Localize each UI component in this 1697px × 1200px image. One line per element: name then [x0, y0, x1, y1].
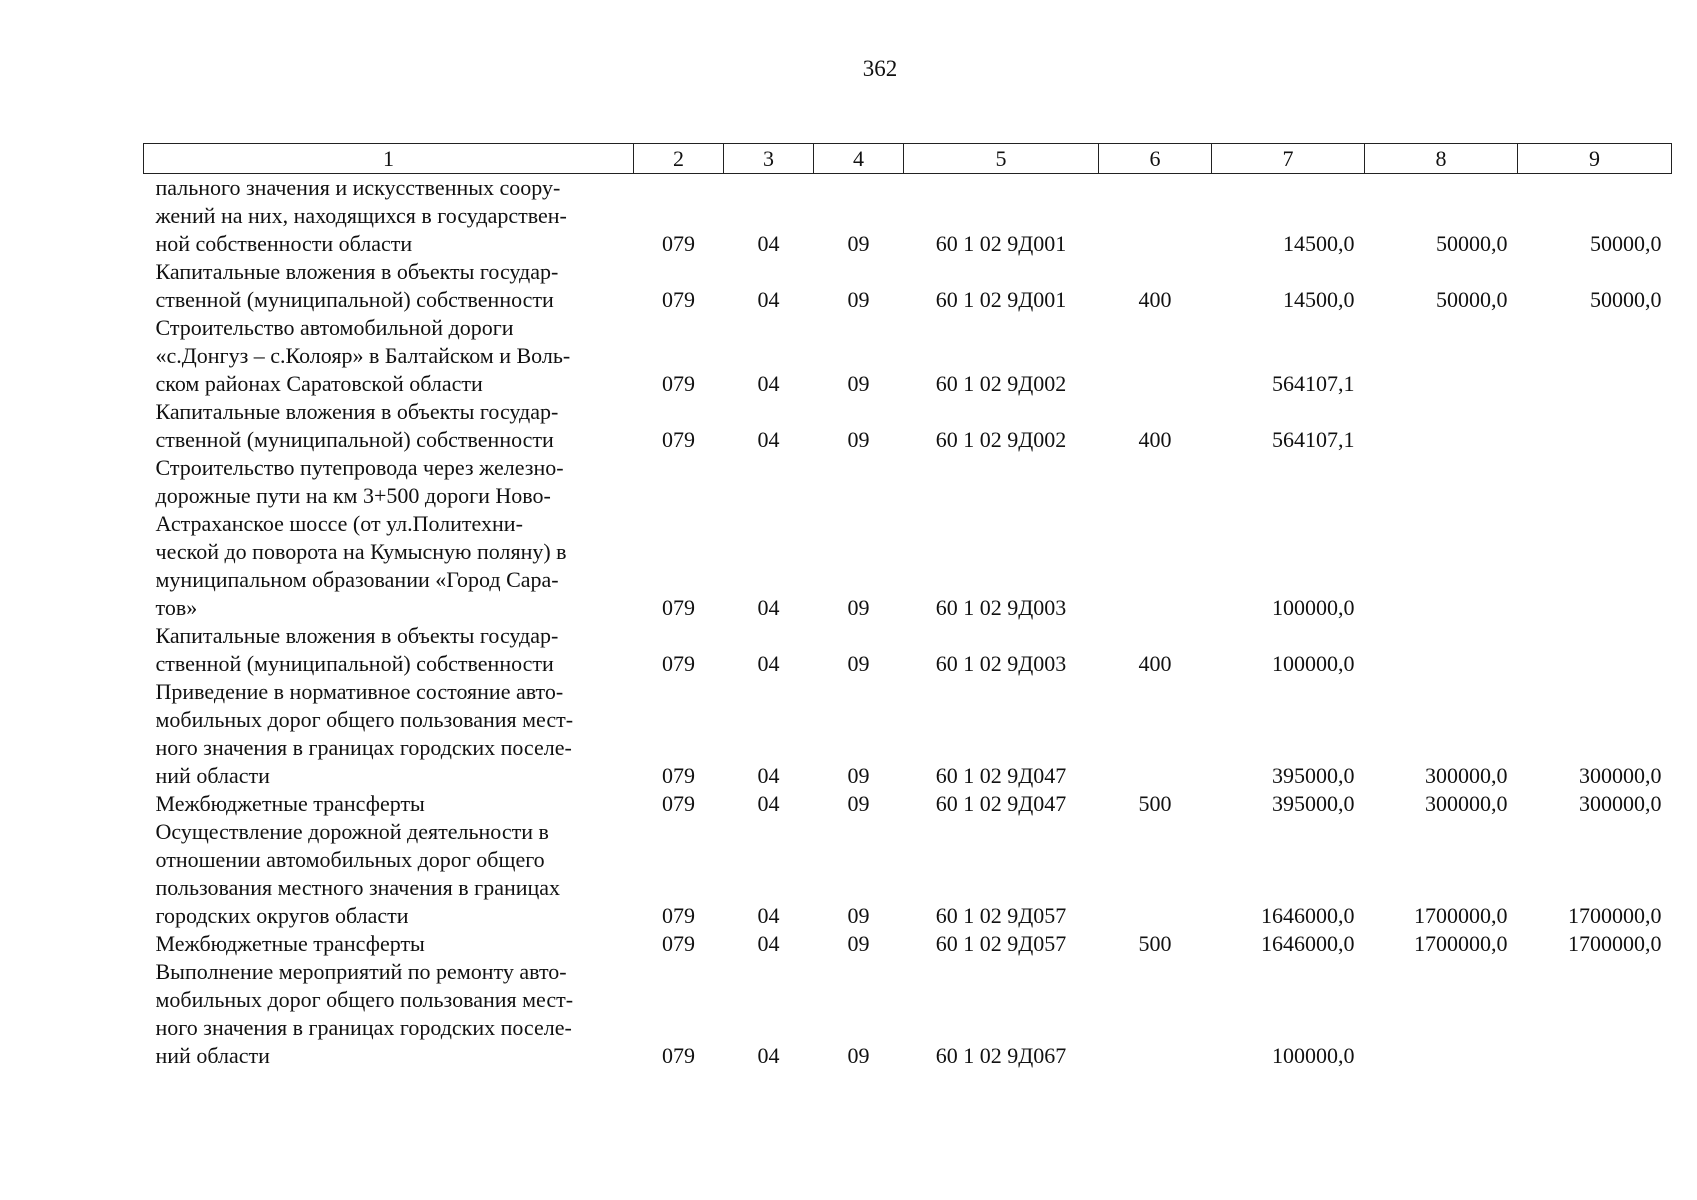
- admin-code-cell: 079: [662, 903, 695, 928]
- amount-year2-cell: 1700000,0: [1414, 903, 1508, 928]
- admin-code-cell: 079: [662, 931, 695, 956]
- table-row: [144, 678, 1672, 790]
- subsection-code-cell: 09: [847, 1043, 870, 1068]
- description-line: отношении автомобильных дорог общего: [155, 847, 545, 872]
- section-code-cell: 04: [757, 763, 780, 788]
- amount-year3-cell: 50000,0: [1590, 287, 1662, 312]
- description-line: дорожные пути на км 3+500 дороги Ново-: [155, 483, 551, 508]
- description-line: мобильных дорог общего пользования мест-: [155, 987, 574, 1012]
- section-code-cell: 04: [757, 651, 780, 676]
- row-description: [144, 958, 634, 1070]
- section-code-cell: 04: [757, 427, 780, 452]
- expense-type-cell: 500: [1138, 931, 1172, 956]
- amount-year3-cell: 1700000,0: [1568, 931, 1662, 956]
- admin-code-cell: 079: [662, 427, 695, 452]
- description-line: Строительство автомобильной дороги: [155, 315, 514, 340]
- subsection-code-cell: 09: [847, 427, 870, 452]
- amount-year2-cell: [1365, 398, 1518, 454]
- table-row: [144, 258, 1672, 314]
- row-description: [144, 174, 634, 259]
- expense-type-cell: 400: [1138, 427, 1172, 452]
- description-line: мобильных дорог общего пользования мест-: [155, 707, 574, 732]
- description-line: пального значения и искусственных соору-: [155, 175, 561, 200]
- amount-year3-cell: 300000,0: [1579, 763, 1662, 788]
- target-article-cell: 60 1 02 9Д001: [935, 287, 1067, 312]
- description-line: Межбюджетные трансферты: [155, 931, 425, 956]
- amount-year3-cell: 300000,0: [1579, 791, 1662, 816]
- amount-year2-cell: 300000,0: [1425, 791, 1508, 816]
- column-header: 3: [724, 144, 814, 174]
- description-line: тов»: [155, 595, 198, 620]
- description-line: ний области: [155, 1043, 270, 1068]
- row-description: [144, 314, 634, 398]
- amount-year3-cell: [1518, 958, 1672, 1070]
- expense-type-cell: [1099, 958, 1212, 1070]
- table-row: [144, 454, 1672, 622]
- section-code-cell: 04: [757, 371, 780, 396]
- description-line: Строительство путепровода через железно-: [155, 455, 564, 480]
- target-article-cell: 60 1 02 9Д047: [935, 763, 1067, 788]
- row-description: [144, 790, 634, 818]
- subsection-code-cell: 09: [847, 931, 870, 956]
- expense-type-cell: [1099, 174, 1212, 259]
- amount-year1-cell: 564107,1: [1272, 427, 1355, 452]
- expense-type-cell: 400: [1138, 287, 1172, 312]
- row-description: [144, 454, 634, 622]
- expense-type-cell: [1099, 314, 1212, 398]
- section-code-cell: 04: [757, 287, 780, 312]
- page-number: 362: [862, 56, 898, 81]
- description-line: жений на них, находящихся в государствен-: [155, 203, 567, 228]
- description-line: ственной (муниципальной) собственности: [155, 427, 554, 452]
- amount-year1-cell: 395000,0: [1272, 763, 1355, 788]
- expense-type-cell: [1099, 454, 1212, 622]
- column-header: 9: [1518, 144, 1672, 174]
- amount-year2-cell: [1365, 958, 1518, 1070]
- admin-code-cell: 079: [662, 791, 695, 816]
- table-row: [144, 958, 1672, 1070]
- table-row: [144, 930, 1672, 958]
- row-description: [144, 258, 634, 314]
- description-line: городских округов области: [155, 903, 409, 928]
- target-article-cell: 60 1 02 9Д057: [935, 931, 1067, 956]
- amount-year1-cell: 1646000,0: [1261, 903, 1355, 928]
- amount-year2-cell: 50000,0: [1436, 231, 1508, 256]
- description-line: Капитальные вложения в объекты государ-: [155, 623, 559, 648]
- description-line: ной собственности области: [155, 231, 413, 256]
- table-row: [144, 622, 1672, 678]
- column-header: 4: [814, 144, 904, 174]
- description-line: ний области: [155, 763, 270, 788]
- target-article-cell: 60 1 02 9Д002: [935, 427, 1067, 452]
- subsection-code-cell: 09: [847, 791, 870, 816]
- amount-year2-cell: [1365, 622, 1518, 678]
- amount-year3-cell: [1518, 398, 1672, 454]
- description-line: Выполнение мероприятий по ремонту авто-: [155, 959, 567, 984]
- row-description: [144, 818, 634, 930]
- row-description: [144, 398, 634, 454]
- column-header: 6: [1099, 144, 1212, 174]
- expense-type-cell: 500: [1138, 791, 1172, 816]
- description-line: ственной (муниципальной) собственности: [155, 651, 554, 676]
- description-line: ного значения в границах городских поселе-: [155, 1015, 572, 1040]
- subsection-code-cell: 09: [847, 651, 870, 676]
- row-description: [144, 622, 634, 678]
- description-line: Астраханское шоссе (от ул.Политехни-: [155, 511, 523, 536]
- admin-code-cell: 079: [662, 287, 695, 312]
- table-row: [144, 314, 1672, 398]
- description-line: ском районах Саратовской области: [155, 371, 483, 396]
- subsection-code-cell: 09: [847, 231, 870, 256]
- target-article-cell: 60 1 02 9Д067: [935, 1043, 1067, 1068]
- admin-code-cell: 079: [662, 763, 695, 788]
- table-row: [144, 398, 1672, 454]
- admin-code-cell: 079: [662, 651, 695, 676]
- amount-year1-cell: 1646000,0: [1261, 931, 1355, 956]
- table-row: [144, 174, 1672, 259]
- amount-year1-cell: 395000,0: [1272, 791, 1355, 816]
- description-line: Капитальные вложения в объекты государ-: [155, 399, 559, 424]
- amount-year1-cell: 100000,0: [1272, 595, 1355, 620]
- subsection-code-cell: 09: [847, 595, 870, 620]
- amount-year2-cell: 50000,0: [1436, 287, 1508, 312]
- amount-year3-cell: [1518, 622, 1672, 678]
- subsection-code-cell: 09: [847, 763, 870, 788]
- admin-code-cell: 079: [662, 371, 695, 396]
- target-article-cell: 60 1 02 9Д003: [935, 651, 1067, 676]
- section-code-cell: 04: [757, 931, 780, 956]
- amount-year3-cell: [1518, 314, 1672, 398]
- target-article-cell: 60 1 02 9Д003: [935, 595, 1067, 620]
- section-code-cell: 04: [757, 231, 780, 256]
- section-code-cell: 04: [757, 903, 780, 928]
- amount-year2-cell: 1700000,0: [1414, 931, 1508, 956]
- description-line: муниципальном образовании «Город Сара-: [155, 567, 559, 592]
- target-article-cell: 60 1 02 9Д002: [935, 371, 1067, 396]
- budget-table: [143, 143, 1672, 1070]
- subsection-code-cell: 09: [847, 371, 870, 396]
- description-line: Капитальные вложения в объекты государ-: [155, 259, 559, 284]
- amount-year1-cell: 14500,0: [1283, 287, 1355, 312]
- amount-year1-cell: 100000,0: [1272, 651, 1355, 676]
- row-description: [144, 678, 634, 790]
- amount-year2-cell: [1365, 454, 1518, 622]
- amount-year3-cell: 50000,0: [1590, 231, 1662, 256]
- admin-code-cell: 079: [662, 595, 695, 620]
- description-line: ственной (муниципальной) собственности: [155, 287, 554, 312]
- admin-code-cell: 079: [662, 231, 695, 256]
- amount-year1-cell: 564107,1: [1272, 371, 1355, 396]
- amount-year2-cell: [1365, 314, 1518, 398]
- column-header: 5: [904, 144, 1099, 174]
- expense-type-cell: 400: [1138, 651, 1172, 676]
- amount-year1-cell: 14500,0: [1283, 231, 1355, 256]
- description-line: ного значения в границах городских поселе-: [155, 735, 572, 760]
- target-article-cell: 60 1 02 9Д047: [935, 791, 1067, 816]
- admin-code-cell: 079: [662, 1043, 695, 1068]
- amount-year2-cell: 300000,0: [1425, 763, 1508, 788]
- target-article-cell: 60 1 02 9Д001: [935, 231, 1067, 256]
- description-line: ческой до поворота на Кумысную поляну) в: [155, 539, 567, 564]
- column-header: 2: [634, 144, 724, 174]
- amount-year3-cell: 1700000,0: [1568, 903, 1662, 928]
- section-code-cell: 04: [757, 1043, 780, 1068]
- subsection-code-cell: 09: [847, 287, 870, 312]
- section-code-cell: 04: [757, 595, 780, 620]
- table-row: [144, 818, 1672, 930]
- target-article-cell: 60 1 02 9Д057: [935, 903, 1067, 928]
- table-row: [144, 790, 1672, 818]
- description-line: Приведение в нормативное состояние авто-: [155, 679, 564, 704]
- column-header: 1: [144, 144, 634, 174]
- row-description: [144, 930, 634, 958]
- section-code-cell: 04: [757, 791, 780, 816]
- subsection-code-cell: 09: [847, 903, 870, 928]
- expense-type-cell: [1099, 678, 1212, 790]
- amount-year3-cell: [1518, 454, 1672, 622]
- expense-type-cell: [1099, 818, 1212, 930]
- description-line: Межбюджетные трансферты: [155, 791, 425, 816]
- column-header: 8: [1365, 144, 1518, 174]
- description-line: Осуществление дорожной деятельности в: [155, 819, 549, 844]
- column-number-header-row: [144, 144, 1672, 174]
- amount-year1-cell: 100000,0: [1272, 1043, 1355, 1068]
- description-line: «с.Донгуз – с.Колояр» в Балтайском и Воль-: [155, 343, 571, 368]
- column-header: 7: [1212, 144, 1365, 174]
- description-line: пользования местного значения в границах: [155, 875, 561, 900]
